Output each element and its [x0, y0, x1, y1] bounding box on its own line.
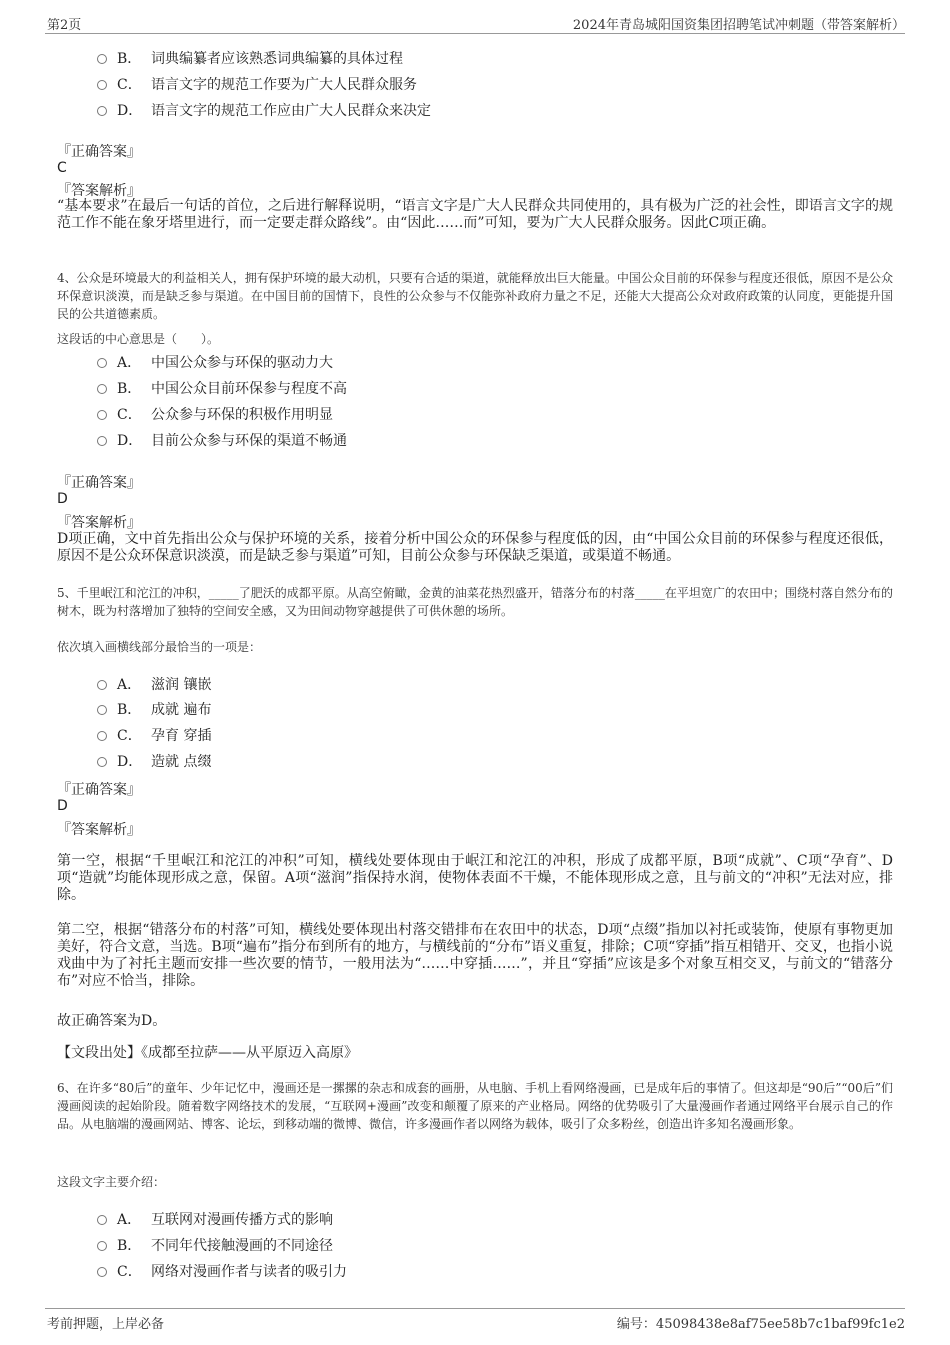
q3-answer-header: 『正确答案』	[57, 144, 141, 160]
q5-option-b[interactable]: B． 成就 遍布	[97, 699, 211, 719]
radio-icon[interactable]	[97, 410, 107, 420]
q5-question: 依次填入画横线部分最恰当的一项是：	[57, 640, 262, 654]
q6-option-a[interactable]: A． 互联网对漫画传播方式的影响	[97, 1209, 333, 1229]
radio-icon[interactable]	[97, 436, 107, 446]
q6-option-b[interactable]: B． 不同年代接触漫画的不同途径	[97, 1235, 333, 1255]
q3-option-b[interactable]: B． 词典编纂者应该熟悉词典编纂的具体过程	[97, 48, 403, 68]
q4-question: 这段话的中心意思是（ ）。	[57, 332, 220, 346]
radio-icon[interactable]	[97, 384, 107, 394]
radio-icon[interactable]	[97, 106, 107, 116]
q6-stem: 6、在许多“80后”的童年、少年记忆中，漫画还是一摞摞的杂志和成套的画册，从电脑、手机上看网络漫画，已是成年后的事情了。但这却是“90后”“00后”们漫画阅读的起始阶段。随着数字网络技术的发展，“互联网+漫画”改变和颠覆了原来的产业格局。网络的优势吸引了大量漫画作者通过网络平台展示自己的作品。从电脑端的漫画网站、博客、论坛，到移动端的微博、微信，许多漫画作者以网络为载体，吸引了众多粉丝，创造出许多知名漫画形象。	[57, 1081, 893, 1131]
radio-icon[interactable]	[97, 54, 107, 64]
radio-icon[interactable]	[97, 1215, 107, 1225]
document-title: 2024年青岛城阳国资集团招聘笔试冲刺题（带答案解析）	[572, 18, 905, 33]
q4-option-a[interactable]: A． 中国公众参与环保的驱动力大	[97, 352, 333, 372]
q6-option-c[interactable]: C． 网络对漫画作者与读者的吸引力	[97, 1261, 347, 1281]
footer-slogan: 考前押题，上岸必备	[47, 1317, 165, 1332]
radio-icon[interactable]	[97, 757, 107, 767]
footer-document-id: 编号：45098438e8af75ee58b7c1baf99fc1e2	[616, 1317, 905, 1332]
q5-stem: 5、千里岷江和沱江的冲积，_____了肥沃的成都平原。从高空俯瞰，金黄的油菜花热烈盛开，错落分布的村落_____在平坦宽广的农田中；围绕村落自然分布的树木，既为村落增加了独特的空间安全感，又为田间动物穿越提供了可供休憩的场所。	[57, 586, 893, 618]
radio-icon[interactable]	[97, 705, 107, 715]
q5-option-d[interactable]: D． 造就 点缀	[97, 751, 211, 771]
radio-icon[interactable]	[97, 731, 107, 741]
q4-option-c[interactable]: C． 公众参与环保的积极作用明显	[97, 404, 333, 424]
q4-stem: 4、公众是环境最大的利益相关人，拥有保护环境的最大动机，只要有合适的渠道，就能释放出巨大能量。中国公众目前的环保参与程度还很低，原因不是公众环保意识淡漠，而是缺乏参与渠道。在中国目前的国情下，良性的公众参与不仅能弥补政府力量之不足，还能大大提高公众对政府政策的认同度，更能提升国民的公共道德素质。	[57, 271, 893, 321]
q5-answer-header: 『正确答案』	[57, 782, 141, 798]
q4-answer-header: 『正确答案』	[57, 475, 141, 491]
q5-conclusion: 故正确答案为D。	[57, 1013, 167, 1029]
q3-analysis-header: 『答案解析』	[57, 183, 141, 199]
radio-icon[interactable]	[97, 1241, 107, 1251]
q5-option-a[interactable]: A． 滋润 镶嵌	[97, 674, 211, 694]
radio-icon[interactable]	[97, 680, 107, 690]
q5-option-c[interactable]: C． 孕育 穿插	[97, 725, 211, 745]
q4-option-b[interactable]: B． 中国公众目前环保参与程度不高	[97, 378, 347, 398]
q4-option-d[interactable]: D． 目前公众参与环保的渠道不畅通	[97, 430, 347, 450]
q6-question: 这段文字主要介绍：	[57, 1175, 166, 1189]
radio-icon[interactable]	[97, 358, 107, 368]
q3-option-c[interactable]: C． 语言文字的规范工作要为广大人民群众服务	[97, 74, 417, 94]
q5-source: 【文段出处】《成都至拉萨——从平原迈入高原》	[57, 1045, 358, 1061]
q5-analysis-first-blank: 第一空，根据“千里岷江和沱江的冲积”可知，横线处要体现由于岷江和沱江的冲积，形成了成都平原，B项“成就”、C项“孕育”、D项“造就”均能体现形成之意，保留。A项“滋润”指保持水润，使物体表面不干燥，不能体现形成之意，且与前文的“冲积”无法对应，排除。	[57, 853, 893, 903]
q4-answer: D	[57, 491, 68, 507]
q5-answer: D	[57, 798, 68, 814]
q3-option-d[interactable]: D． 语言文字的规范工作应由广大人民群众来决定	[97, 100, 431, 120]
page-number: 第2页	[47, 18, 82, 33]
q4-analysis: D项正确，文中首先指出公众与保护环境的关系，接着分析中国公众的环保参与程度低的因，由“中国公众目前的环保参与程度还很低，原因不是公众环保意识淡漠，而是缺乏参与渠道”可知，目前公众参与环保缺乏渠道，或渠道不畅通。	[57, 531, 893, 564]
q5-analysis-second-blank: 第二空，根据“错落分布的村落”可知，横线处要体现出村落交错排布在农田中的状态，D项“点缀”指加以衬托或装饰，使原有事物更加美好，符合文意，当选。B项“遍布”指分布到所有的地方，与横线前的“分布”语义重复，排除；C项“穿插”指互相错开、交叉，也指小说戏曲中为了衬托主题而安排一些次要的情节，一般用法为“……中穿插……”，并且“穿插”应该是多个对象互相交叉，与前文的“错落分布”对应不恰当，排除。	[57, 922, 893, 989]
radio-icon[interactable]	[97, 80, 107, 90]
q5-analysis-header: 『答案解析』	[57, 822, 141, 838]
q3-analysis: “基本要求”在最后一句话的首位，之后进行解释说明，“语言文字是广大人民群众共同使用的，具有极为广泛的社会性，即语言文字的规范工作不能在象牙塔里进行，而一定要走群众路线”。由“因此……而”可知，要为广大人民群众服务。因此C项正确。	[57, 198, 893, 231]
q3-answer: C	[57, 160, 67, 176]
header-divider	[45, 33, 905, 34]
radio-icon[interactable]	[97, 1267, 107, 1277]
q4-analysis-header: 『答案解析』	[57, 515, 141, 531]
footer-divider	[45, 1308, 905, 1309]
